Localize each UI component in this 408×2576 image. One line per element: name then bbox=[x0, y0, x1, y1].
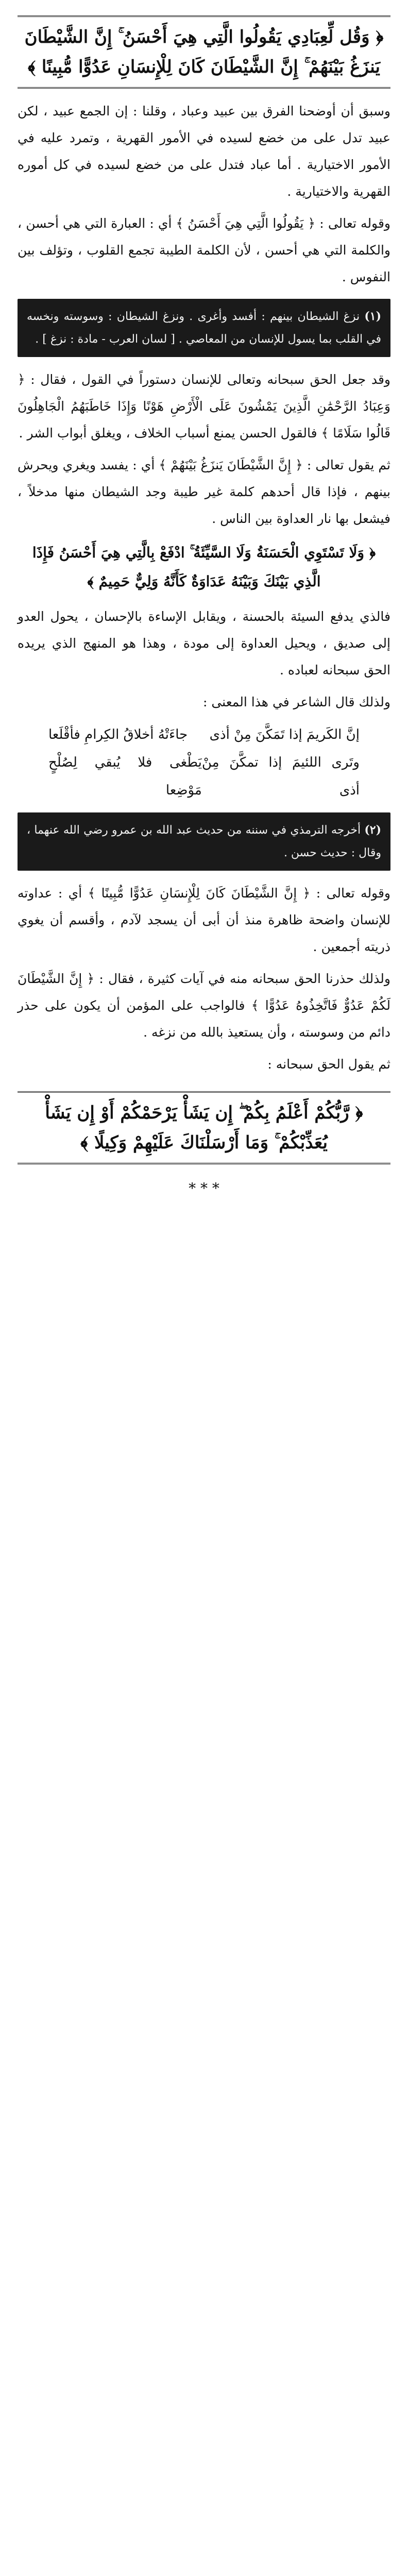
poem-first-hemistich: وتَرى اللئيمَ إذا تمكَّنَ مِنْ أذى bbox=[201, 755, 360, 798]
footnote-mark: (١) bbox=[364, 310, 381, 323]
paragraph: ثم يقول الحق سبحانه : bbox=[267, 1057, 390, 1072]
poem bbox=[48, 721, 360, 804]
footnote-box bbox=[18, 812, 390, 871]
footnote-mark: (٢) bbox=[364, 823, 382, 837]
header-verse: ﴿ وَقُل لِّعِبَادِي يَقُولُوا الَّتِي هِيَ أَحْسَنُ ۚ إِنَّ الشَّيْطَانَ يَنزَغُ بَيْنَهُمْ ۚ إِنَّ الشَّيْطَانَ كَانَ لِلْإِنسَانِ عَدُوًّا مُّبِينًا ﴾ bbox=[18, 15, 390, 89]
poem-second-hemistich: يَطْغى فلا يُبقي لِصُلْحٍ مَوْضِعا bbox=[48, 755, 202, 798]
quoted-verse: ﴿ وَلَا تَسْتَوِي الْحَسَنَةُ وَلَا السَّيِّئَةُ ۚ ادْفَعْ بِالَّتِي هِيَ أَحْسَنُ فَإِذَا الَّذِي بَيْنَكَ وَبَيْنَهُ عَدَاوَةٌ كَأَنَّهُ وَلِيٌّ حَمِيمٌ ﴾ bbox=[32, 544, 376, 590]
paragraph: فالذي يدفع السيئة بالحسنة ، ويقابل الإساءة بالإحسان ، يحول العدو إلى صديق ، ويحيل العداوة إلى مودة ، وهذا هو المنهج الذي يريده الحق سبحانه لعباده . bbox=[18, 609, 390, 677]
poem-line bbox=[48, 721, 360, 749]
footnote-text: أخرجه الترمذي في سننه من حديث عبد الله بن عمرو رضي الله عنهما ، وقال : حديث حسن . bbox=[27, 824, 381, 859]
page-end-ornament: * * * bbox=[189, 1180, 219, 1197]
paragraph: وسبق أن أوضحنا الفرق بين عبيد وعباد ، وقلنا : إن الجمع عبيد ، لكن عبيد تدل على من خضع لسيده في الأمور القهرية ، وتمرد عليه في الأمور الاختيارية . أما عباد فتدل على من خضع لسيده في كل أموره القهرية والاختيارية . bbox=[18, 104, 390, 199]
paragraph: ثم يقول تعالى : ﴿ إِنَّ الشَّيْطَانَ يَنزَغُ بَيْنَهُمْ ﴾ أي : يفسد ويغري ويحرش بينهم ، فإذا قال أحدهم كلمة غير طيبة وجد الشيطان منها مدخلاً ، فيشعل بها نار العداوة بين الناس . bbox=[18, 457, 390, 526]
paragraph: وقوله تعالى : ﴿ إِنَّ الشَّيْطَانَ كَانَ لِلْإِنسَانِ عَدُوًّا مُّبِينًا ﴾ أي : عداوته للإنسان واضحة ظاهرة منذ أن أبى أن يسجد لآدم ، وأقسم أن يغوي ذريته أجمعين . bbox=[18, 886, 390, 954]
paragraph: وقوله تعالى : ﴿ يَقُولُوا الَّتِي هِيَ أَحْسَنُ ﴾ أي : العبارة التي هي أحسن ، والكلمة التي هي أحسن ، لأن الكلمة الطيبة تجمع القلوب ، وتؤلف بين النفوس . bbox=[18, 216, 390, 284]
poem-second-hemistich: جاءَتْهُ أخلاقُ الكِرامِ فأقْلَعا bbox=[48, 727, 188, 742]
footnote-box bbox=[18, 299, 390, 357]
paragraph: ولذلك قال الشاعر في هذا المعنى : bbox=[202, 694, 390, 709]
paragraph: وقد جعل الحق سبحانه وتعالى للإنسان دستوراً في القول ، فقال : ﴿ وَعِبَادُ الرَّحْمَٰنِ الَّذِينَ يَمْشُونَ عَلَى الْأَرْضِ هَوْنًا وَإِذَا خَاطَبَهُمُ الْجَاهِلُونَ قَالُوا سَلَامًا ﴾ فالقول الحسن يمنع أسباب الخلاف ، ويغلق أبواب الشر . bbox=[18, 372, 390, 440]
poem-line bbox=[48, 749, 360, 804]
paragraph: ولذلك حذرنا الحق سبحانه منه في آيات كثيرة ، فقال : ﴿ إِنَّ الشَّيْطَانَ لَكُمْ عَدُوٌّ فَاتَّخِذُوهُ عَدُوًّا ﴾ فالواجب على المؤمن أن يكون على حذر دائم من وسوسته ، وأن يستعيذ بالله من نزغه . bbox=[18, 971, 390, 1040]
footer-verse: ﴿ رَّبُّكُمْ أَعْلَمُ بِكُمْ ۖ إِن يَشَأْ يَرْحَمْكُمْ أَوْ إِن يَشَأْ يُعَذِّبْكُمْ ۚ وَمَا أَرْسَلْنَاكَ عَلَيْهِمْ وَكِيلًا ﴾ bbox=[18, 1091, 390, 1164]
poem-first-hemistich: إنَّ الكَريمَ إذا تَمَكَّنَ مِنْ أذى bbox=[209, 727, 360, 742]
footnote-text: نزغ الشيطان بينهم : أفسد وأغرى . ونزغ الشيطان : وسوسته ونخسه في القلب بما يسول للإنسان من المعاصي . [ لسان العرب - مادة : نزغ ] . bbox=[27, 310, 381, 346]
